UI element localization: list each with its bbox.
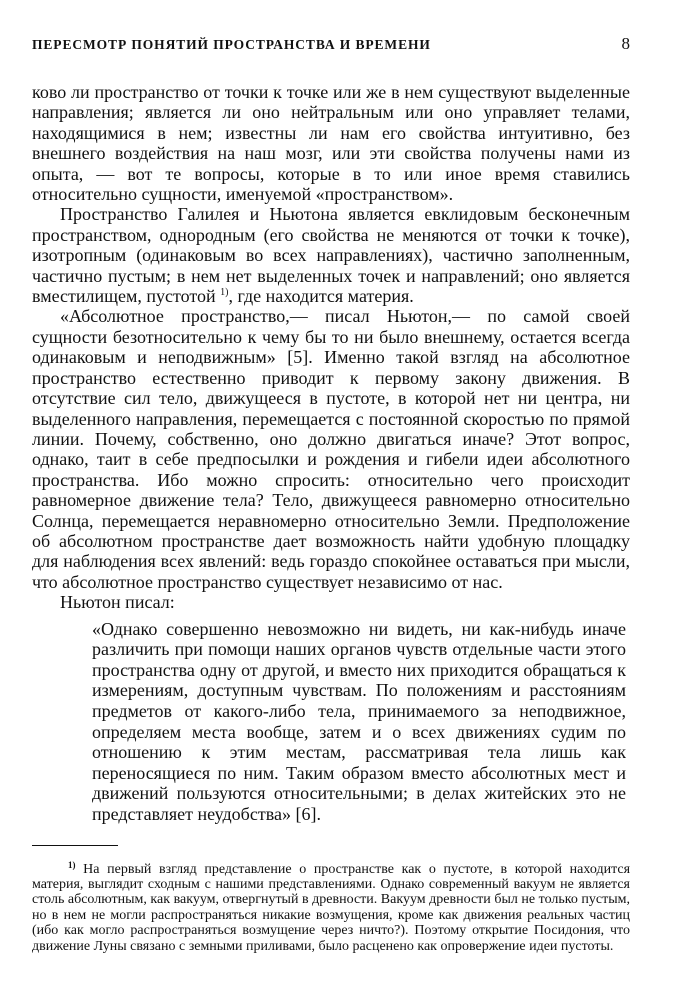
- page-number: 8: [621, 34, 630, 53]
- paragraph-2-ending: , где находится материя.: [228, 286, 414, 307]
- paragraph-1: ково ли пространство от точки к точке или же в нем существуют выделенные направления; является ли оно нейтральным или оно управляет телами, находящимися в нем; известны ли нам его свойства интуитивно, без внешнего воздействия на наш мозг, или эти свойства получены нами из опыта, — вот те вопросы, которые в то или иное время ставились относительно сущности, именуемой «пространством».: [32, 82, 630, 205]
- footnote: [32, 859, 631, 954]
- running-title: ПЕРЕСМОТР ПОНЯТИЙ ПРОСТРАНСТВА И ВРЕМЕНИ: [32, 37, 431, 52]
- paragraph-3: «Абсолютное пространство,— писал Ньютон,— по самой своей сущности безотносительно к чему бы то ни было внешнему, остается всегда одинаковым и неподвижным» [5]. Именно такой взгляд на абсолютное пространство естественно приводит к первому закону движения. В отсутствие сил тело, движущееся в пустоте, в которой нет ни центра, ни выделенного направления, перемещается с постоянной скоростью по прямой линии. Почему, собственно, оно должно двигаться иначе? Этот вопрос, однако, таит в себе предпосылки и рождения и гибели идеи абсолютного пространства. Ибо можно спросить: относительно чего происходит равномерное движение тела? Тело, движущееся равномерно относительно Солнца, перемещается неравномерно относительно Земли. Предположение об абсолютном пространстве дает возможность найти удобную площадку для наблюдения всех явлений: ведь гораздо спокойнее оставаться при мысли, что абсолютное пространство существует независимо от нас.: [32, 306, 630, 592]
- footnote-divider: [32, 845, 118, 846]
- paragraph-2-text: Пространство Галилея и Ньютона является евклидовым бесконечным пространством, однородным (его свойства не меняются от точки к точке), изотропным (одинаковым во всех направлениях), частично заполненным, частично пустым; в нем нет выделенных точек и направлений; оно является вместилищем, пустотой: [32, 204, 630, 307]
- paragraph-2: [32, 204, 630, 306]
- page-header: [32, 34, 630, 62]
- footnote-reference: 1): [220, 287, 229, 299]
- paragraph-4: Ньютон писал:: [60, 592, 175, 613]
- main-text: [32, 82, 630, 613]
- book-page: [32, 34, 630, 954]
- footnote-marker: 1): [68, 859, 76, 870]
- block-quote: «Однако совершенно невозможно ни видеть, ни как-нибудь иначе различить при помощи наших органов чувств отдельные части этого пространства одну от другой, и вместо них приходится обращаться к измерениям, доступным чувствам. По положениям и расстояниям предметов от какого-либо тела, принимаемого за неподвижное, определяем места вообще, затем и о всех движениях судим по отношению к этим местам, рассматривая тела лишь как переносящиеся по ним. Таким образом вместо абсолютных мест и движений пользуются относительными; в делах житейских это не представляет неудобства» [6].: [92, 618, 626, 824]
- footnote-text: На первый взгляд представление о пространстве как о пустоте, в которой находится материя, выглядит сходным с нашими представлениями. Однако современный вакуум не является столь абсолютным, как вакуум, отвергнутый в древности. Вакуум древности был не только пустым, но в нем не могли распространяться никакие возмущения, кроме как движения реальных частиц (ибо как могло распространяться возмущение через ничто?). Поэтому открытие Посидония, что движение Луны связано с земными приливами, было расценено как опровержение идеи пустоты.: [32, 861, 631, 954]
